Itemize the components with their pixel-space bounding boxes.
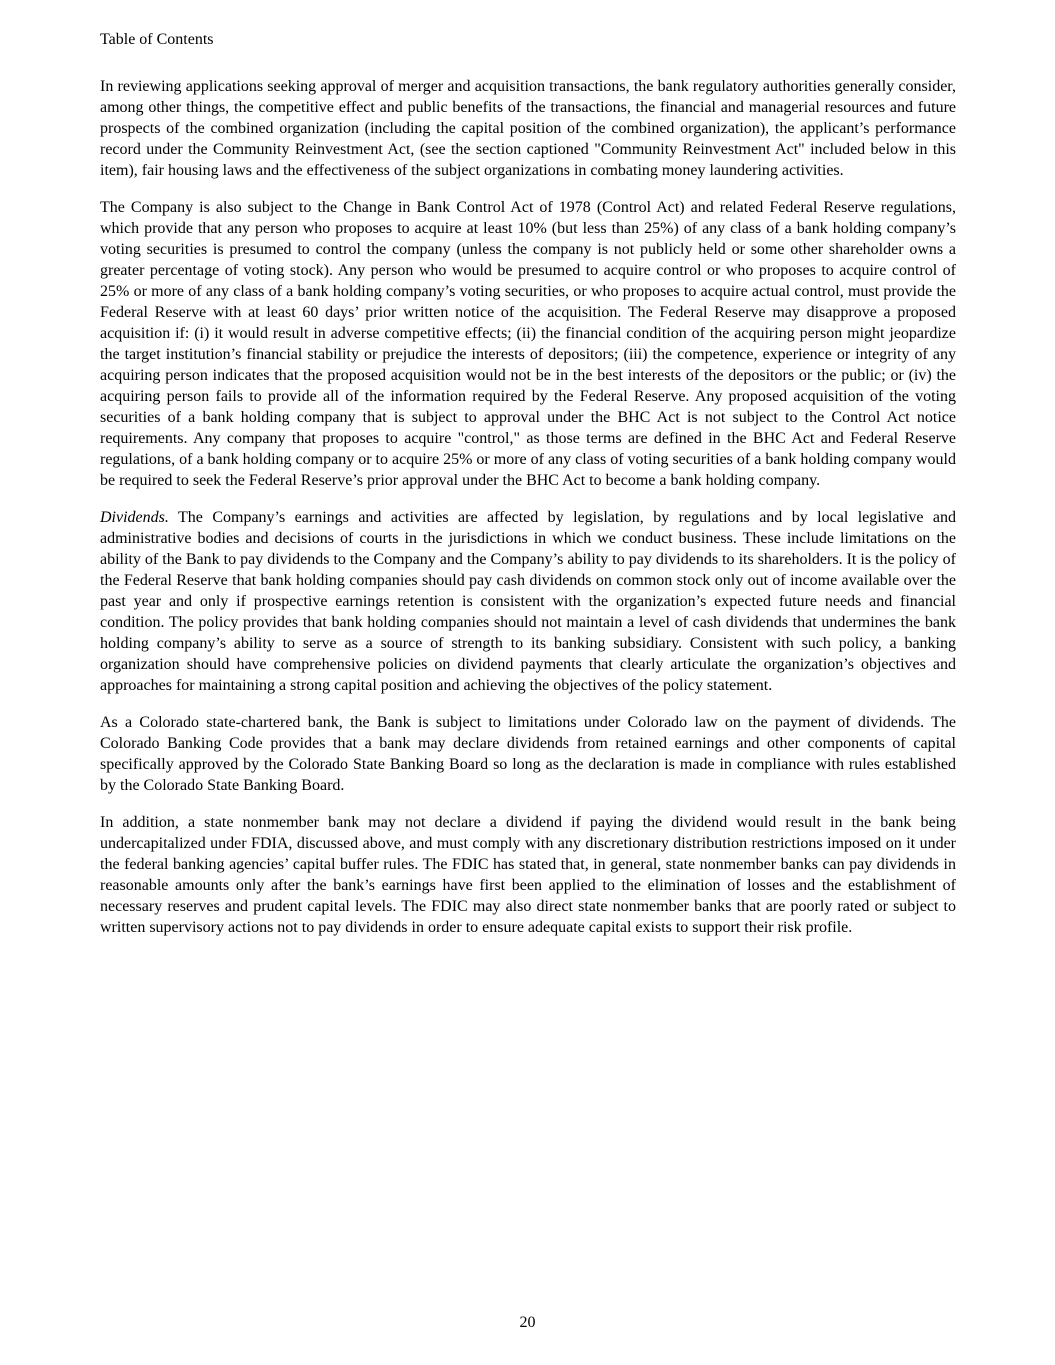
document-content [100, 0, 956, 954]
paragraph-body: In addition, a state nonmember bank may not declare a dividend if paying the dividend would result in the bank being undercapitalized under FDIA, discussed above, and must comply with any discretionary distribution restrictions imposed on it under the federal banking agencies’ capital buffer rules. The FDIC has stated that, in general, state nonmember banks can pay dividends in reasonable amounts only after the bank’s earnings have first been applied to the elimination of losses and the establishment of necessary reserves and prudent capital levels. The FDIC may also direct state nonmember banks that are poorly rated or subject to written supervisory actions not to pay dividends in order to ensure adequate capital exists to support their risk profile. [100, 814, 956, 936]
paragraph-body: The Company’s earnings and activities are affected by legislation, by regulations and by local legislative and administrative bodies and decisions of courts in the jurisdictions in which we conduct business. These include limitations on the ability of the Bank to pay dividends to the Company and the Company’s ability to pay dividends to its shareholders. It is the policy of the Federal Reserve that bank holding companies should pay cash dividends on common stock only out of income available over the past year and only if prospective earnings retention is consistent with the organization’s expected future needs and financial condition. The policy provides that bank holding companies should not maintain a level of cash dividends that undermines the bank holding company’s ability to serve as a source of strength to its banking subsidiary. Consistent with such policy, a banking organization should have comprehensive policies on dividend payments that clearly articulate the organization’s objectives and approaches for maintaining a strong capital position and achieving the objectives of the policy statement. [100, 509, 956, 694]
paragraph [100, 507, 956, 696]
paragraph-body: In reviewing applications seeking approval of merger and acquisition transactions, the bank regulatory authorities generally consider, among other things, the competitive effect and public benefits of the transactions, the financial and managerial resources and future prospects of the combined organization (including the capital position of the combined organization), the applicant’s performance record under the Community Reinvestment Act, (see the section captioned "Community Reinvestment Act" included below in this item), fair housing laws and the effectiveness of the subject organizations in combating money laundering activities. [100, 78, 956, 179]
paragraph-body: As a Colorado state-chartered bank, the Bank is subject to limitations under Colorado law on the payment of dividends. The Colorado Banking Code provides that a bank may declare dividends from retained earnings and other components of capital specifically approved by the Colorado State Banking Board so long as the declaration is made in compliance with rules established by the Colorado State Banking Board. [100, 714, 956, 794]
paragraph [100, 197, 956, 491]
page-number: 20 [519, 1314, 536, 1331]
paragraph [100, 76, 956, 181]
paragraph [100, 812, 956, 938]
paragraph-lead: Dividends. [100, 509, 169, 526]
table-of-contents-label: Table of Contents [100, 31, 214, 48]
paragraph [100, 712, 956, 796]
paragraph-body: The Company is also subject to the Change in Bank Control Act of 1978 (Control Act) and related Federal Reserve regulations, which provide that any person who proposes to acquire at least 10% (but less than 25%) of any class of a bank holding company’s voting securities is presumed to control the company (unless the company is not publicly held or some other shareholder owns a greater percentage of voting stock). Any person who would be presumed to acquire control or who proposes to acquire control of 25% or more of any class of a bank holding company’s voting securities, or who proposes to acquire actual control, must provide the Federal Reserve with at least 60 days’ prior written notice of the acquisition. The Federal Reserve may disapprove a proposed acquisition if: (i) it would result in adverse competitive effects; (ii) the financial condition of the acquiring person might jeopardize the target institution’s financial stability or prejudice the interests of depositors; (iii) the competence, experience or integrity of any acquiring person indicates that the proposed acquisition would not be in the best interests of the depositors or the public; or (iv) the acquiring person fails to provide all of the information required by the Federal Reserve. Any proposed acquisition of the voting securities of a bank holding company that is subject to approval under the BHC Act is not subject to the Control Act notice requirements. Any company that proposes to acquire "control," as those terms are defined in the BHC Act and Federal Reserve regulations, of a bank holding company or to acquire 25% or more of any class of voting securities of a bank holding company would be required to seek the Federal Reserve’s prior approval under the BHC Act to become a bank holding company. [100, 199, 956, 489]
